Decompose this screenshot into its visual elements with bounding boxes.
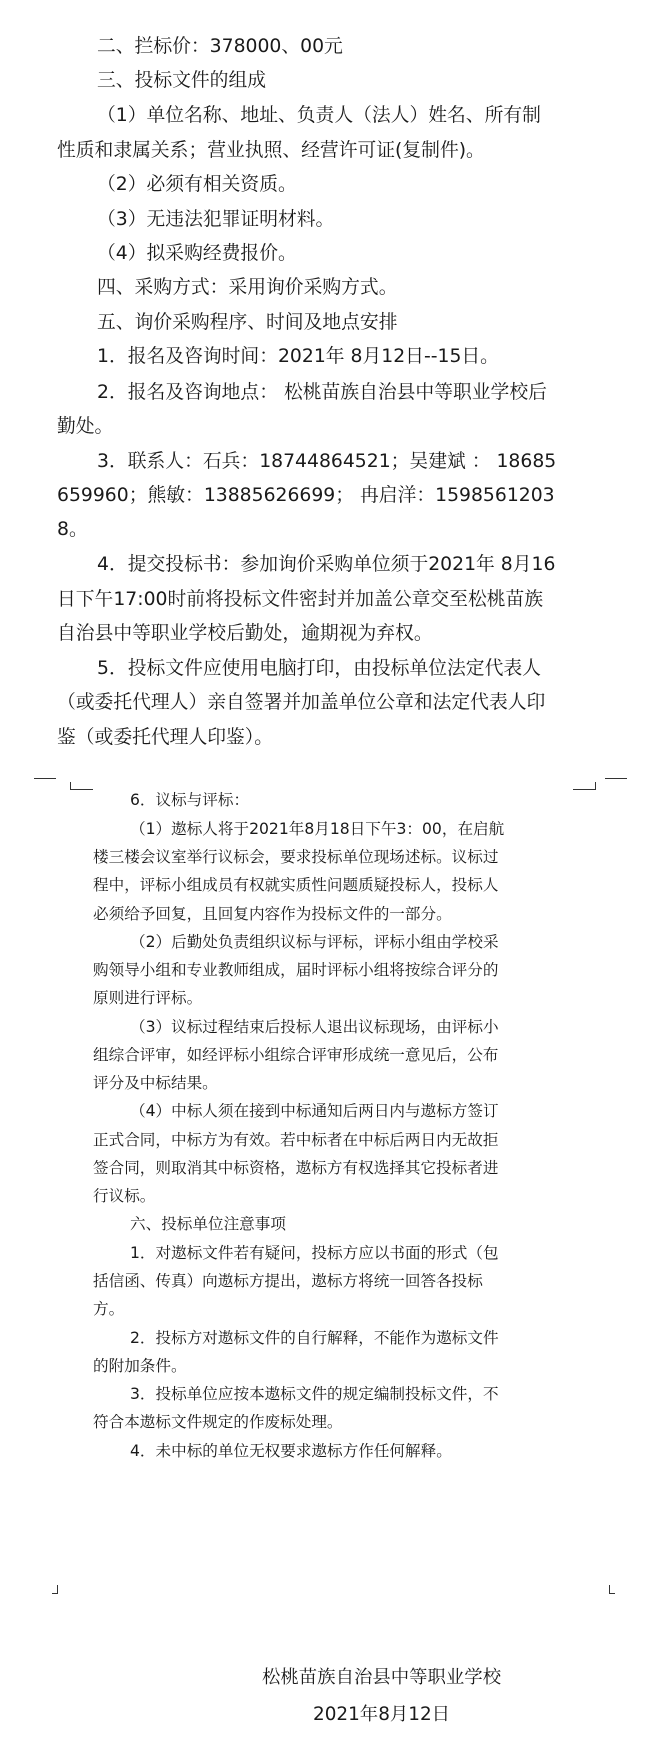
page-corner-mark xyxy=(52,1585,58,1594)
paragraph-line: 1．报名及咨询时间：2021年 8月12日--15日。 xyxy=(97,346,499,367)
paragraph-line: 1．对遨标文件若有疑问，投标方应以书面的形式（包 xyxy=(130,1244,499,1262)
paragraph-line: 鉴（或委托代理人印鉴）。 xyxy=(57,727,273,748)
issuer-name: 松桃苗族自治县中等职业学校 xyxy=(262,1667,502,1688)
page-corner-mark xyxy=(70,782,93,790)
page-corner-mark xyxy=(605,778,627,779)
section-heading: 四、采购方式：采用询价采购方式。 xyxy=(97,277,398,298)
paragraph-line: （1）遨标人将于2021年8月18日下午3：00，在启航 xyxy=(130,820,505,838)
paragraph-line: 必须给予回复，且回复内容作为投标文件的一部分。 xyxy=(93,905,452,923)
paragraph-line: （4）中标人须在接到中标通知后两日内与遨标方签订 xyxy=(130,1102,499,1120)
paragraph-line: 符合本遨标文件规定的作废标处理。 xyxy=(93,1413,343,1431)
paragraph-line: 的附加条件。 xyxy=(93,1357,187,1375)
paragraph-line: 程中，评标小组成员有权就实质性问题质疑投标人，投标人 xyxy=(93,876,499,894)
section-heading: 三、投标文件的组成 xyxy=(97,70,267,91)
paragraph-line: 4．未中标的单位无权要求遨标方作任何解释。 xyxy=(130,1442,452,1460)
paragraph-line: 5．投标文件应使用电脑打印，由投标单位法定代表人 xyxy=(97,658,541,679)
paragraph-line: 括信函、传真）向遨标方提出，遨标方将统一回答各投标 xyxy=(93,1272,483,1290)
paragraph-line: 勤处。 xyxy=(57,416,114,437)
paragraph-line: 楼三楼会议室举行议标会，要求投标单位现场述标。议标过 xyxy=(93,848,499,866)
paragraph-line: 购领导小组和专业教师组成，届时评标小组将按综合评分的 xyxy=(93,961,499,979)
price-cap-line: 二、拦标价：378000、00元 xyxy=(97,36,343,57)
paragraph-line: （2）后勤处负责组织议标与评标，评标小组由学校采 xyxy=(130,933,499,951)
page-corner-mark xyxy=(573,782,596,790)
contacts-line: 8。 xyxy=(57,519,88,540)
paragraph-line: 3．投标单位应按本遨标文件的规定编制投标文件，不 xyxy=(130,1385,499,1403)
contacts-line: 3．联系人：石兵：18744864521；吴建斌 ： 18685 xyxy=(97,451,557,472)
paragraph-line: 性质和隶属关系；营业执照、经营许可证(复制件)。 xyxy=(57,140,485,161)
paragraph-line: 签合同，则取消其中标资格，遨标方有权选择其它投标者进 xyxy=(93,1159,499,1177)
paragraph-line: 2．报名及咨询地点： 松桃苗族自治县中等职业学校后 xyxy=(97,382,547,403)
issue-date: 2021年8月12日 xyxy=(313,1704,451,1725)
contacts-line: 659960；熊敏：13885626699； 冉启洋：1598561203 xyxy=(57,485,555,506)
paragraph-line: （1）单位名称、地址、负责人（法人）姓名、所有制 xyxy=(97,105,541,126)
paragraph-line: 方。 xyxy=(93,1300,125,1318)
paragraph-line: （或委托代理人）亲自签署并加盖单位公章和法定代表人印 xyxy=(57,692,546,713)
paragraph-line: （3）议标过程结束后投标人退出议标现场，由评标小 xyxy=(130,1018,499,1036)
paragraph-line: 行议标。 xyxy=(93,1187,156,1205)
paragraph-line: 4．提交投标书：参加询价采购单位须于2021年 8月16 xyxy=(97,554,556,575)
paragraph-line: 日下午17:00时前将投标文件密封并加盖公章交至松桃苗族 xyxy=(57,589,544,610)
section-heading: 6．议标与评标： xyxy=(130,791,250,809)
section-heading: 五、询价采购程序、时间及地点安排 xyxy=(97,312,398,333)
page-corner-mark xyxy=(609,1585,615,1594)
page-corner-mark xyxy=(34,778,56,779)
section-heading: 六、投标单位注意事项 xyxy=(130,1215,286,1233)
paragraph-line: （4）拟采购经费报价。 xyxy=(97,243,297,264)
paragraph-line: 自治县中等职业学校后勤处，逾期视为弃权。 xyxy=(57,623,433,644)
paragraph-line: 组综合评审，如经评标小组综合评审形成统一意见后，公布 xyxy=(93,1046,499,1064)
paragraph-line: （3）无违法犯罪证明材料。 xyxy=(97,209,335,230)
paragraph-line: 2．投标方对遨标文件的自行解释，不能作为遨标文件 xyxy=(130,1329,499,1347)
paragraph-line: （2）必须有相关资质。 xyxy=(97,174,297,195)
paragraph-line: 原则进行评标。 xyxy=(93,989,203,1007)
paragraph-line: 评分及中标结果。 xyxy=(93,1074,218,1092)
paragraph-line: 正式合同，中标方为有效。若中标者在中标后两日内无故拒 xyxy=(93,1131,499,1149)
